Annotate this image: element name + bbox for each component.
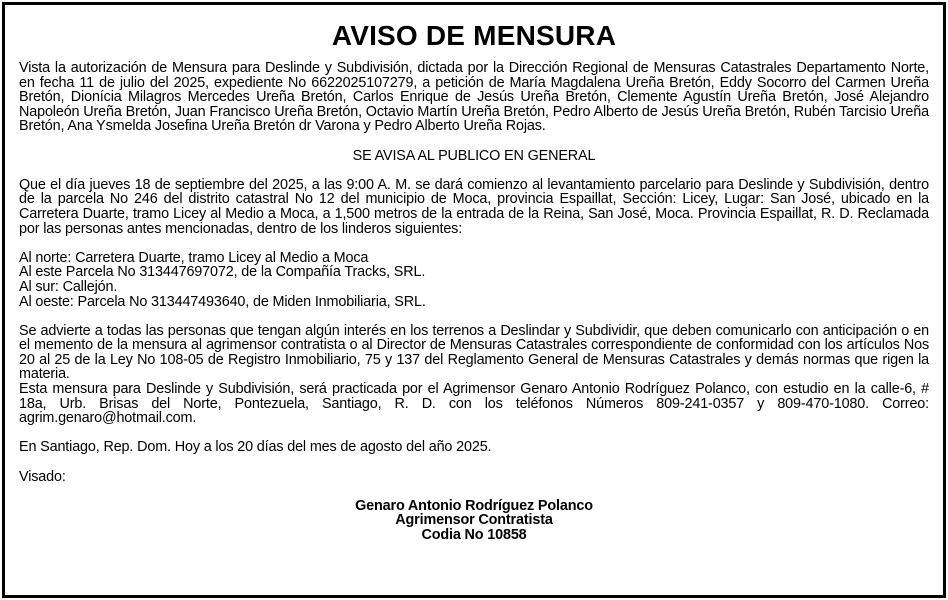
notice-body	[19, 61, 929, 543]
boundary-south: Al sur: Callejón.	[19, 278, 118, 295]
boundaries-list	[19, 251, 929, 309]
signature-codia: Codia No 10858	[421, 527, 527, 543]
public-notice-subheading: SE AVISA AL PUBLICO EN GENERAL	[352, 147, 596, 164]
signature-block	[19, 499, 929, 543]
place-date-line: En Santiago, Rep. Dom. Hoy a los 20 días del mes de agosto del año 2025.	[19, 439, 492, 456]
visado-label: Visado:	[19, 468, 66, 485]
intro-paragraph: Vista la autorización de Mensura para Deslinde y Subdivisión, dictada por la Dirección Regional de Mensuras Catastrales Departamento Norte, en fecha 11 de julio del 2025, expediente No 6622025107279, a petición de María Magdalena Ureña Bretón, Eddy Socorro del Carmen Ureña Bretón, Dionícia Milagros Mercedes Ureña Bretón, Carlos Enrique de Jesús Ureña Bretón, Clemente Agustín Ureña Bretón, José Alejandro Napoleón Ureña Bretón, Juan Francisco Ureña Bretón, Octavio Martín Ureña Bretón, Pedro Alberto de Jesús Ureña Bretón, Rubén Tarcisio Ureña Bretón, Ana Ysmelda Josefina Ureña Bretón dr Varona y Pedro Alberto Ureña Rojas.	[19, 60, 929, 135]
boundary-west: Al oeste: Parcela No 313447493640, de Miden Inmobiliaria, SRL.	[19, 293, 426, 310]
warning-paragraph: Se advierte a todas las personas que tengan algún interés en los terrenos a Deslindar y Subdividir, que deben comunicarlo con anticipación o en el memento de la mensura al agrimensor contratista o al Director de Mensuras Catastrales correspondiente de conformidad con los artículos Nos 20 al 25 de la Ley No 108-05 de Registro Inmobiliario, 75 y 137 del Reglamento General de Mensuras Catastrales y demás normas que rigen la materia.	[19, 322, 929, 383]
notice-title: AVISO DE MENSURA	[331, 20, 617, 51]
boundary-east: Al este Parcela No 313447697072, de la Compañía Tracks, SRL.	[19, 264, 426, 281]
signature-name: Genaro Antonio Rodríguez Polanco	[355, 497, 593, 514]
practice-paragraph: Esta mensura para Deslinde y Subdivisión, será practicada por el Agrimensor Genaro Antonio Rodríguez Polanco, con estudio en la calle-6, # 18a, Urb. Brisas del Norte, Pontezuela, Santiago, R. D. con los teléfonos Números 809-241-0357 y 809-470-1080. Correo: agrim.genaro@hotmail.com.	[19, 381, 929, 427]
notice-frame	[2, 2, 946, 598]
boundary-north: Al norte: Carretera Duarte, tramo Licey al Medio a Moca	[19, 249, 369, 266]
announcement-paragraph: Que el día jueves 18 de septiembre del 2025, a las 9:00 A. M. se dará comienzo al levantamiento parcelario para Deslinde y Subdivisión, dentro de la parcela No 246 del distrito catastral No 12 del municipio de Moca, provincia Espaillat, Sección: Licey, Lugar: San José, ubicado en la Carretera Duarte, tramo Licey al Medio a Moca, a 1,500 metros de la entrada de la Reina, San José, Moca. Provincia Espaillat, R. D. Reclamada por las personas antes mencionadas, dentro de los linderos siguientes:	[19, 176, 929, 237]
signature-role: Agrimensor Contratista	[395, 512, 553, 529]
